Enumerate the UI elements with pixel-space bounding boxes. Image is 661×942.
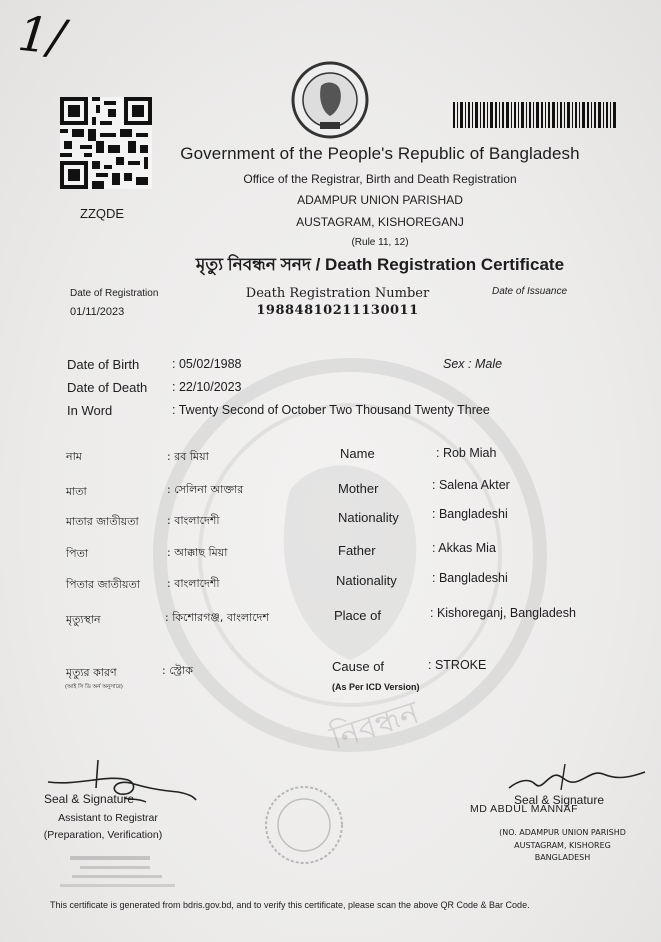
government-title: Government of the People's Republic of Bangladesh xyxy=(180,144,580,163)
name-label: Name xyxy=(340,446,375,461)
cause-label-bn: মৃত্যুর কারণ xyxy=(66,666,117,679)
mother-label-bn: মাতা xyxy=(66,485,87,498)
location-line: AUSTAGRAM, KISHOREGANJ xyxy=(296,215,464,229)
mother-label: Mother xyxy=(338,481,379,496)
name-value-bn: : রব মিয়া xyxy=(167,450,209,463)
registrar-stamp-line-2: AUSTAGRAM, KISHOREG xyxy=(514,841,611,850)
mother-value: : Salena Akter xyxy=(432,478,510,492)
father-value: : Akkas Mia xyxy=(432,541,496,555)
father-nationality-label: Nationality xyxy=(336,573,397,588)
watermark-text: নিবন্ধন xyxy=(325,693,424,758)
registration-number-label: Death Registration Number xyxy=(245,286,430,301)
father-label-bn: পিতা xyxy=(66,547,89,560)
mother-nationality-value: : Bangladeshi xyxy=(432,507,508,521)
round-seal-stamp xyxy=(262,783,346,867)
dob-label: Date of Birth xyxy=(67,357,140,372)
dob-value: : 05/02/1988 xyxy=(172,357,242,371)
registration-number-value: 19884810211130011 xyxy=(256,303,419,318)
dod-value: : 22/10/2023 xyxy=(172,380,242,394)
mother-nationality-value-bn: : বাংলাদেশী xyxy=(167,514,220,527)
place-label: Place of xyxy=(334,608,381,623)
registrar-seal-label: Seal & Signature xyxy=(513,793,605,807)
place-label-bn: মৃত্যুস্থান xyxy=(66,613,101,626)
registration-date-value: 01/11/2023 xyxy=(70,306,125,318)
issuance-date-label: Date of Issuance xyxy=(492,286,568,297)
assistant-role-detail: (Preparation, Verification) xyxy=(43,829,163,841)
qr-code-text: ZZQDE xyxy=(80,206,125,221)
registration-date-label: Date of Registration xyxy=(70,288,159,299)
place-value: : Kishoreganj, Bangladesh xyxy=(430,606,576,620)
name-value: : Rob Miah xyxy=(436,446,497,460)
certificate-title: মৃত্যু নিবন্ধন সনদ / Death Registration Certificate xyxy=(195,255,565,274)
registrar-stamp-line-1: (NO. ADAMPUR UNION PARISHD xyxy=(499,828,626,837)
assistant-seal-label: Seal & Signature xyxy=(44,792,135,806)
cause-value-bn: : স্ট্রোক xyxy=(162,664,193,677)
mother-nationality-label-bn: মাতার জাতীয়তা xyxy=(66,515,139,528)
place-value-bn: : কিশোরগঞ্জ, বাংলাদেশ xyxy=(165,611,269,624)
barcode[interactable] xyxy=(453,102,618,128)
verification-footer: This certificate is generated from bdris.gov.bd, and to verify this certificate, please scan the above QR Code & Bar Code. xyxy=(50,900,530,910)
office-line: Office of the Registrar, Birth and Death Registration xyxy=(243,172,517,186)
inword-label: In Word xyxy=(67,403,113,418)
mother-value-bn: : সেলিনা আক্তার xyxy=(167,483,244,496)
father-label: Father xyxy=(338,543,376,558)
registrar-name: MD ABDUL MANNAF xyxy=(470,803,579,815)
assistant-signature xyxy=(38,760,198,815)
father-value-bn: : আক্কাছ মিয়া xyxy=(167,546,228,559)
qr-code[interactable] xyxy=(60,97,152,189)
assistant-role: Assistant to Registrar xyxy=(58,812,158,824)
name-label-bn: নাম xyxy=(66,450,82,463)
union-line: ADAMPUR UNION PARISHAD xyxy=(297,193,463,207)
sex-value: Sex : Male xyxy=(443,357,503,371)
handwritten-mark: 1/ xyxy=(15,5,68,67)
government-emblem xyxy=(290,60,370,140)
dod-label: Date of Death xyxy=(67,380,148,395)
cause-value: : STROKE xyxy=(428,658,487,672)
cause-label: Cause of xyxy=(332,659,385,674)
cause-sub-note-bn: (আই সি ডি অর্ন অনুসারে) xyxy=(65,684,123,690)
rule-line: (Rule 11, 12) xyxy=(351,237,409,248)
inword-value: : Twenty Second of October Two Thousand Twenty Three xyxy=(172,403,490,417)
registrar-stamp-line-3: BANGLADESH xyxy=(534,853,591,862)
father-nationality-value: : Bangladeshi xyxy=(432,571,508,585)
father-nationality-value-bn: : বাংলাদেশী xyxy=(167,577,220,590)
faded-stamp-text xyxy=(60,852,180,894)
icd-note: (As Per ICD Version) xyxy=(332,682,420,692)
father-nationality-label-bn: পিতার জাতীয়তা xyxy=(66,578,140,591)
mother-nationality-label: Nationality xyxy=(338,510,399,525)
